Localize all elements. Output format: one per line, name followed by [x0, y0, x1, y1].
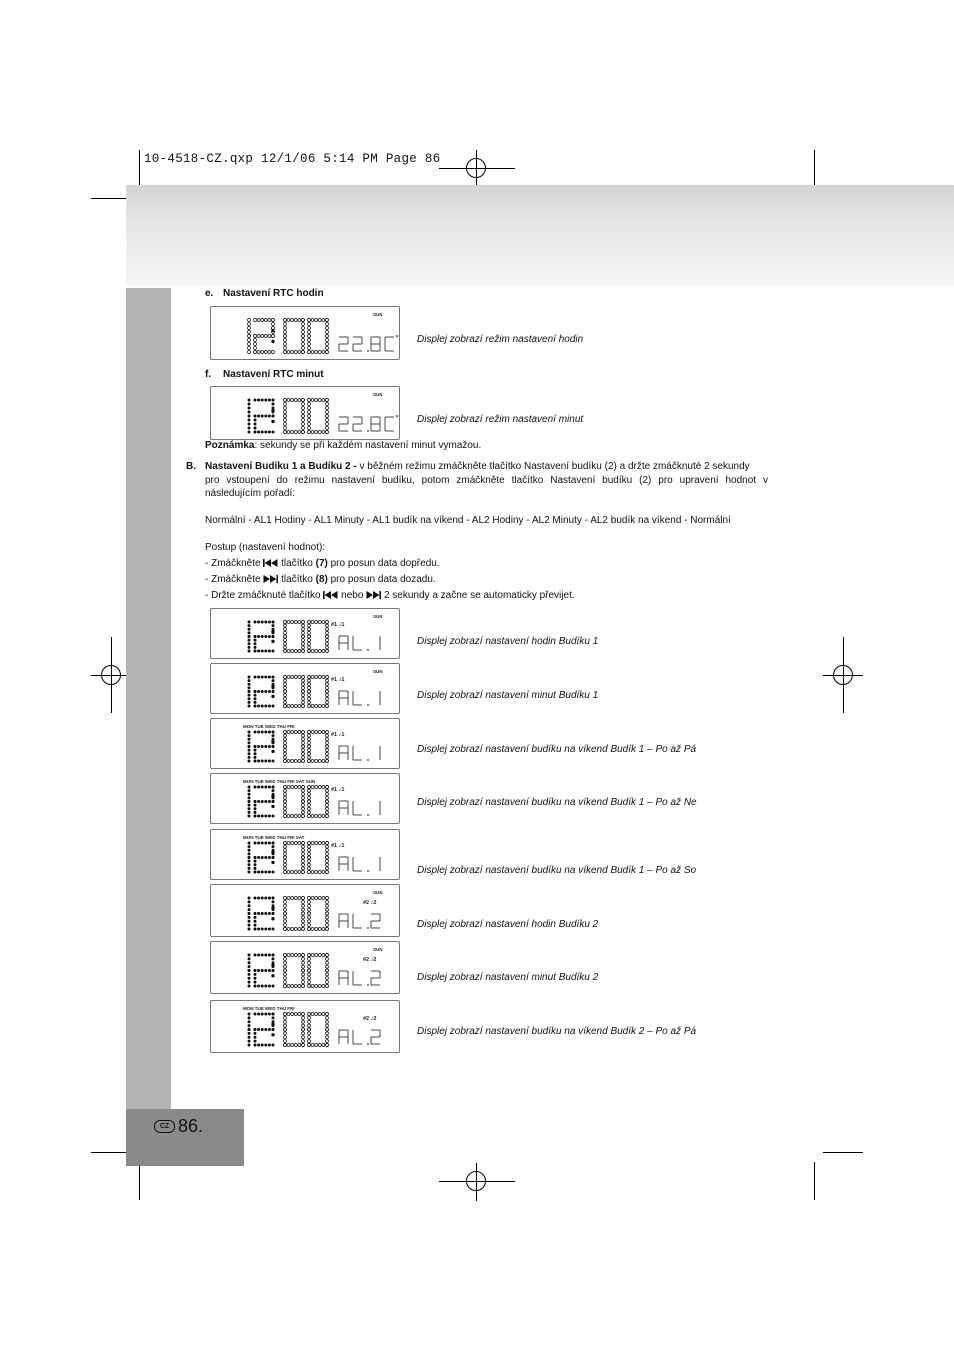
lcd-display — [210, 386, 400, 440]
lcd-digit — [284, 319, 305, 354]
country-badge: CZ — [154, 1120, 175, 1133]
lcd-colon — [271, 750, 274, 753]
lcd-colon — [271, 1033, 274, 1036]
section-f-marker: f. — [205, 369, 212, 380]
skip-forward-icon — [366, 591, 381, 599]
lcd-day-labels: SUN — [373, 614, 383, 619]
lcd-day-labels: SUN — [373, 669, 383, 674]
lcd-segment-char — [339, 857, 348, 871]
lcd-colon — [271, 340, 274, 343]
lcd-segment-char — [353, 801, 362, 815]
lcd-digit — [308, 1013, 329, 1047]
lcd-colon — [271, 805, 274, 808]
lcd-display-graphic — [211, 609, 399, 658]
section-e-marker: e. — [205, 288, 214, 299]
lcd-display — [210, 718, 400, 769]
crop-mark — [823, 1152, 863, 1153]
lcd-digit — [308, 621, 329, 653]
crop-mark — [476, 1163, 477, 1201]
lcd-colon — [271, 1023, 274, 1026]
step-1: - Zmáčkněte tlačítko (7) pro posun data dopředu. — [205, 558, 440, 569]
skip-back-icon — [263, 559, 278, 567]
note-text: : sekundy se při každém nastavení minut vymažou. — [254, 440, 482, 451]
lcd-digit — [284, 786, 305, 818]
lcd-segment-char — [371, 914, 380, 928]
lcd-day-labels: MON TUE WED THU FRI SAT — [243, 835, 305, 840]
lcd-segment-char — [371, 971, 380, 985]
lcd-colon — [271, 420, 274, 423]
lcd-display-graphic — [211, 307, 399, 359]
lcd-digit — [248, 676, 251, 708]
lcd-colon — [271, 861, 274, 864]
lcd-display-graphic — [211, 830, 399, 879]
lcd-display — [210, 608, 400, 659]
lcd-digit — [248, 399, 251, 434]
lcd-colon — [271, 695, 274, 698]
lcd-segment-char — [353, 746, 362, 760]
display-caption: Displej zobrazí nastavení hodin Budíku 1 — [417, 636, 599, 647]
section-b-line2: pro vstoupení do režimu nastavení budíku, potom zmáčkněte tlačítko Nastavení budíku (2) pro upravení hodnot v — [205, 475, 768, 486]
display-caption: Displej zobrazí nastavení minut Budíku 2 — [417, 972, 599, 983]
lcd-segment-char — [353, 691, 362, 705]
lcd-digit — [248, 842, 251, 874]
lcd-digit — [284, 954, 305, 988]
lcd-digit — [248, 954, 251, 988]
lcd-segment-char — [353, 337, 362, 351]
crop-mark — [139, 1162, 140, 1200]
crop-mark — [91, 198, 131, 199]
note — [205, 439, 481, 453]
printer-slug: 10-4518-CZ.qxp 12/1/06 5:14 PM Page 86 — [144, 152, 441, 166]
lcd-display-graphic — [211, 1001, 399, 1052]
lcd-segment-char — [353, 857, 362, 871]
lcd-display-graphic — [211, 774, 399, 823]
lcd-day-labels: SUN — [373, 890, 383, 895]
degree-icon — [396, 335, 398, 337]
lcd-display — [210, 829, 400, 880]
lcd-segment-char — [339, 636, 348, 650]
lcd-digit — [284, 842, 305, 874]
lcd-display — [210, 884, 400, 937]
lcd-decimal-point — [367, 927, 369, 929]
lcd-digit — [284, 621, 305, 653]
lcd-display — [210, 663, 400, 714]
note-label: Poznámka — [205, 440, 255, 451]
crop-mark — [439, 168, 515, 169]
lcd-digit — [254, 399, 275, 434]
lcd-alarm-indicator: #1 ♪1 — [331, 677, 345, 683]
lcd-digit — [254, 786, 275, 818]
lcd-colon — [271, 640, 274, 643]
lcd-decimal-point — [367, 984, 369, 986]
lcd-segment-char — [339, 337, 348, 351]
lcd-display — [210, 941, 400, 994]
step-2: - Zmáčkněte tlačítko (8) pro posun data dozadu. — [205, 574, 436, 585]
display-caption: Displej zobrazí nastavení minut Budíku 1 — [417, 690, 599, 701]
section-e-title: Nastavení RTC hodin — [223, 288, 324, 299]
procedure-title: Postup (nastavení hodnot): — [205, 542, 326, 553]
display-caption: Displej zobrazí nastavení budíku na víkend Budík 1 – Po až So — [417, 865, 697, 876]
lcd-digit — [284, 676, 305, 708]
lcd-segment-char — [353, 914, 362, 928]
lcd-decimal-point — [367, 350, 369, 352]
degree-icon — [396, 415, 398, 417]
lcd-display-graphic — [211, 664, 399, 713]
lcd-digit — [254, 897, 275, 931]
display-caption: Displej zobrazí režim nastavení minut — [417, 414, 584, 425]
lcd-colon — [271, 907, 274, 910]
lcd-alarm-indicator: #2 ♪2 — [363, 1016, 377, 1022]
lcd-display — [210, 1000, 400, 1053]
lcd-colon — [271, 795, 274, 798]
lcd-day-labels: SUN — [373, 947, 383, 952]
lcd-segment-char — [339, 971, 348, 985]
side-bar — [126, 288, 171, 1110]
lcd-digit — [254, 621, 275, 653]
lcd-digit — [248, 731, 251, 763]
lcd-digit — [248, 897, 251, 931]
lcd-display-graphic — [211, 885, 399, 936]
display-caption: Displej zobrazí režim nastavení hodin — [417, 334, 584, 345]
lcd-segment-char — [353, 1030, 362, 1044]
lcd-alarm-indicator: #1 ♪1 — [331, 843, 345, 849]
lcd-digit — [308, 897, 329, 931]
lcd-colon — [271, 630, 274, 633]
page-number: 86. — [178, 1116, 204, 1136]
lcd-alarm-indicator: #1 ♪1 — [331, 732, 345, 738]
section-b-line1: Nastavení Budíku 1 a Budíku 2 - v běžném režimu zmáčkněte tlačítko Nastavení budíku (2) a držte zmáčknuté 2 sekundy — [205, 461, 750, 472]
lcd-digit — [308, 319, 329, 354]
lcd-day-labels: SUN — [373, 392, 383, 397]
lcd-display-graphic — [211, 719, 399, 768]
crop-mark — [843, 637, 844, 713]
lcd-display-graphic — [211, 387, 399, 439]
section-b-line3: následujícím pořadí: — [205, 488, 296, 499]
header-gradient-band — [126, 185, 954, 285]
lcd-digit — [308, 731, 329, 763]
lcd-decimal-point — [367, 649, 369, 651]
crop-mark — [476, 150, 477, 188]
display-caption: Displej zobrazí nastavení budíku na víkend Budík 1 – Po až Pá — [417, 744, 697, 755]
lcd-digit — [308, 842, 329, 874]
lcd-segment-char — [339, 691, 348, 705]
lcd-segment-char — [353, 971, 362, 985]
crop-mark — [91, 1152, 131, 1153]
lcd-digit — [308, 676, 329, 708]
section-f-title: Nastavení RTC minut — [223, 369, 324, 380]
lcd-decimal-point — [367, 704, 369, 706]
lcd-alarm-indicator: #1 ♪1 — [331, 787, 345, 793]
lcd-digit — [248, 319, 251, 354]
lcd-digit — [248, 621, 251, 653]
lcd-colon — [271, 329, 274, 332]
lcd-day-labels: MON TUE WED THU FRI — [243, 724, 295, 729]
lcd-day-labels: SUN — [373, 312, 383, 317]
lcd-display-graphic — [211, 942, 399, 993]
lcd-digit — [308, 954, 329, 988]
lcd-digit — [284, 1013, 305, 1047]
lcd-colon — [271, 740, 274, 743]
lcd-decimal-point — [367, 814, 369, 816]
lcd-digit — [248, 786, 251, 818]
section-b-marker: B. — [186, 461, 196, 472]
crop-mark — [139, 150, 140, 188]
display-caption: Displej zobrazí nastavení budíku na víkend Budík 2 – Po až Pá — [417, 1026, 697, 1037]
lcd-colon — [271, 851, 274, 854]
lcd-segment-char — [339, 801, 348, 815]
lcd-digit — [254, 954, 275, 988]
lcd-segment-char — [371, 1030, 380, 1044]
crop-mark — [439, 1181, 515, 1182]
lcd-display — [210, 306, 400, 360]
lcd-segment-char — [339, 417, 348, 431]
lcd-digit — [284, 399, 305, 434]
lcd-segment-char — [339, 746, 348, 760]
display-caption: Displej zobrazí nastavení budíku na víkend Budík 1 – Po až Ne — [417, 797, 697, 808]
display-caption: Displej zobrazí nastavení hodin Budíku 2 — [417, 919, 599, 930]
lcd-colon — [271, 409, 274, 412]
lcd-digit — [284, 897, 305, 931]
lcd-decimal-point — [367, 1043, 369, 1045]
lcd-digit — [254, 319, 275, 354]
lcd-digit — [254, 1013, 275, 1047]
lcd-colon — [271, 974, 274, 977]
lcd-digit — [254, 842, 275, 874]
lcd-segment-char — [339, 914, 348, 928]
lcd-digit — [254, 676, 275, 708]
step-3: - Držte zmáčknuté tlačítko nebo 2 sekundy a začne se automaticky převijet. — [205, 590, 575, 601]
lcd-segment-char — [385, 417, 394, 431]
crop-mark — [111, 637, 112, 713]
lcd-segment-char — [353, 417, 362, 431]
lcd-decimal-point — [367, 430, 369, 432]
crop-mark — [814, 150, 815, 188]
lcd-digit — [308, 786, 329, 818]
lcd-segment-char — [385, 337, 394, 351]
lcd-segment-char — [371, 337, 380, 351]
lcd-alarm-indicator: #1 ♪1 — [331, 622, 345, 628]
lcd-decimal-point — [367, 759, 369, 761]
lcd-colon — [271, 964, 274, 967]
lcd-colon — [271, 917, 274, 920]
lcd-digit — [254, 731, 275, 763]
lcd-segment-char — [353, 636, 362, 650]
alarm-sequence: Normální - AL1 Hodiny - AL1 Minuty - AL1 budík na víkend - AL2 Hodiny - AL2 Minuty - AL2 budík na víkend - Normální — [205, 515, 731, 526]
lcd-colon — [271, 685, 274, 688]
lcd-segment-char — [371, 417, 380, 431]
lcd-day-labels: MON TUE WED THU FRI SAT SUN — [243, 779, 316, 784]
lcd-digit — [284, 731, 305, 763]
section-b-title: Nastavení Budíku 1 a Budíku 2 - — [205, 461, 357, 472]
lcd-segment-char — [339, 1030, 348, 1044]
lcd-alarm-indicator: #2 ♪2 — [363, 957, 377, 963]
lcd-digit — [308, 399, 329, 434]
lcd-digit — [248, 1013, 251, 1047]
crop-mark — [814, 1162, 815, 1200]
lcd-alarm-indicator: #2 ♪2 — [363, 900, 377, 906]
skip-forward-icon — [263, 575, 278, 583]
lcd-decimal-point — [367, 870, 369, 872]
lcd-day-labels: MON TUE WED THU FRI — [243, 1006, 295, 1011]
skip-back-icon — [323, 591, 338, 599]
lcd-display — [210, 773, 400, 824]
